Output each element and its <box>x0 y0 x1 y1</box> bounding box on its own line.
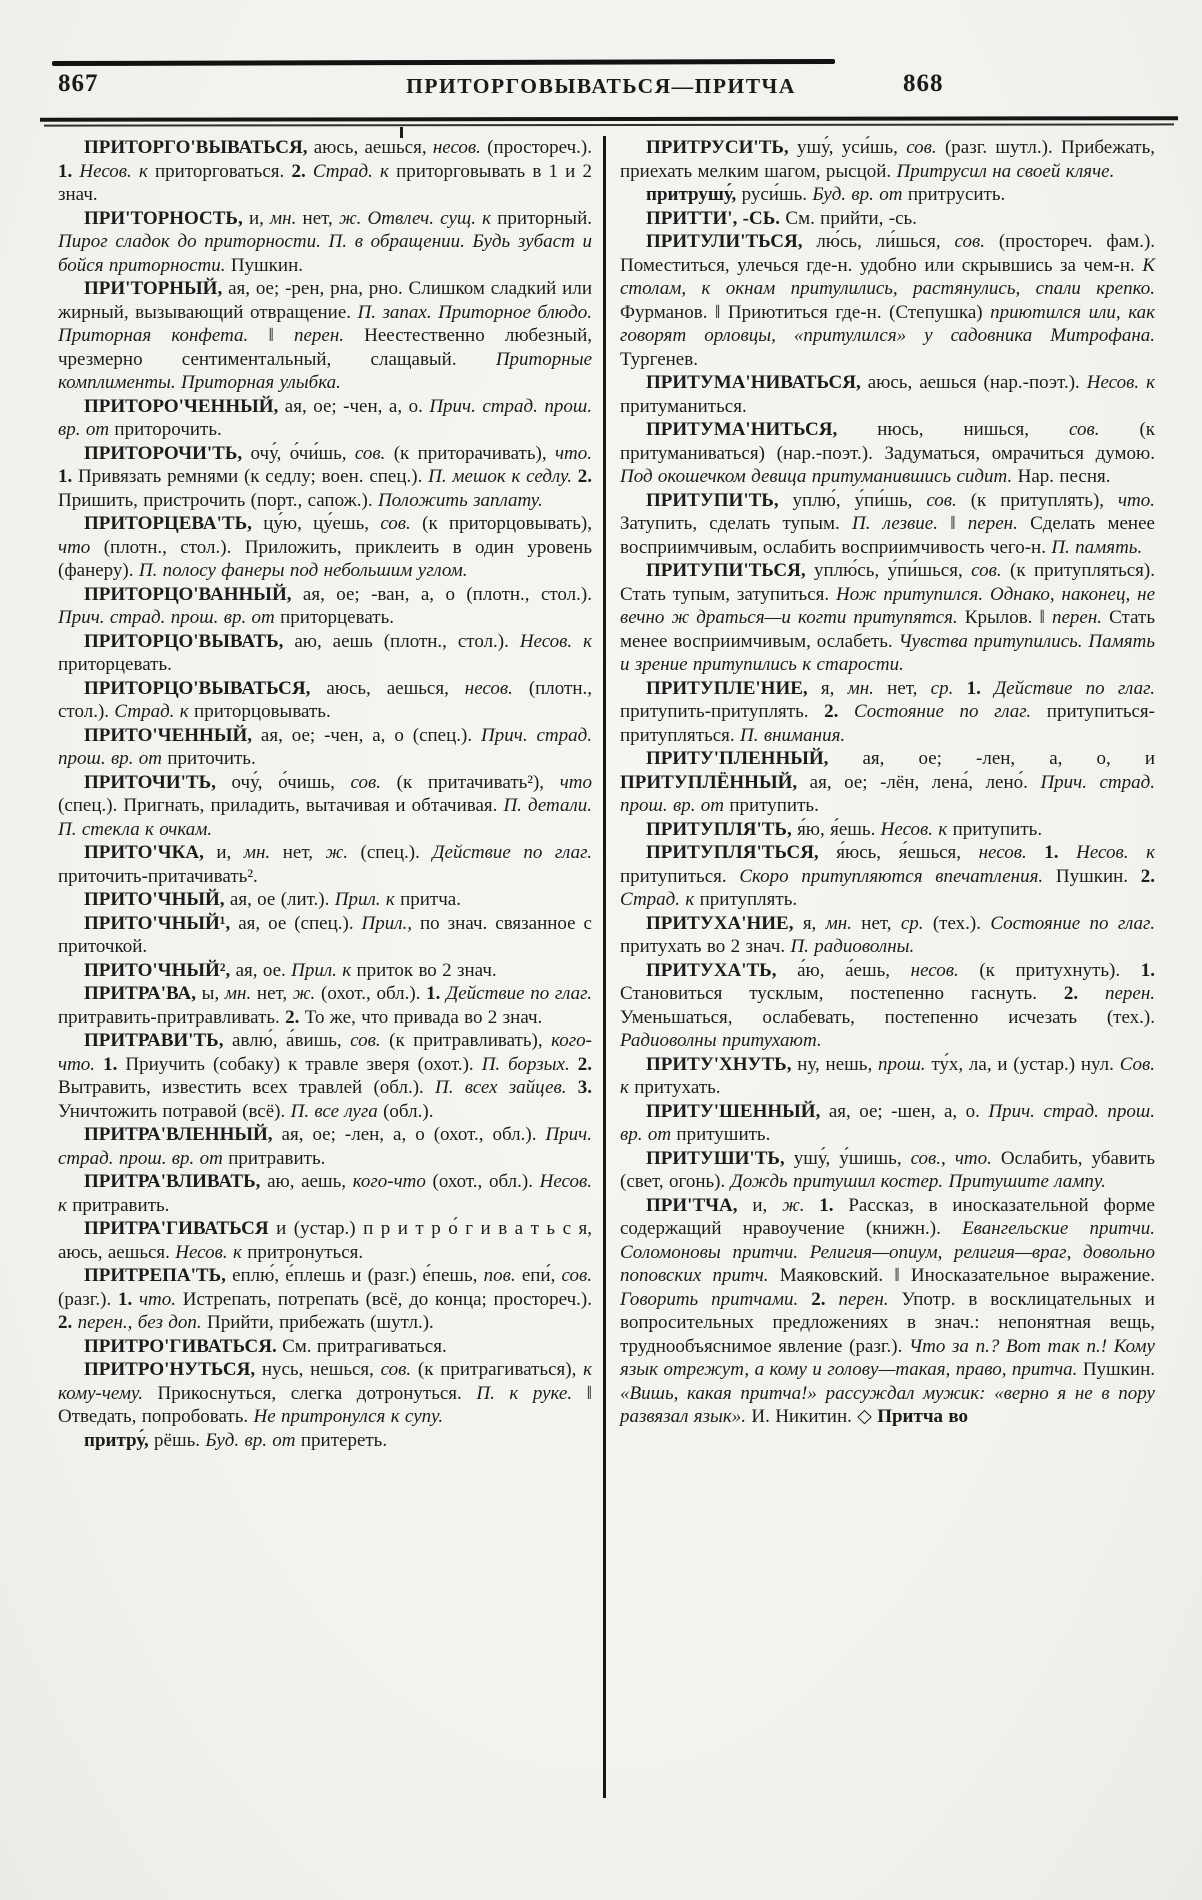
dictionary-entry-pritochny-1: ПРИТО'ЧНЫЙ¹, ая, ое (спец.). Прил., по знач. связанное с приточкой. <box>58 912 592 957</box>
dictionary-entry-pritochenny: ПРИТО'ЧЕННЫЙ, ая, ое; -чен, а, о (спец.). Прич. страд. прош. вр. от приточить. <box>58 724 592 769</box>
dictionary-entry-pritrushu: притрушу́, руси́шь. Буд. вр. от притрусить. <box>646 184 1006 205</box>
dictionary-entry-prituplyat: ПРИТУПЛЯ'ТЬ, я́ю, я́ешь. Несов. к притупить. <box>646 818 1043 840</box>
dictionary-entry-pritochit: ПРИТОЧИ'ТЬ, очу́, о́чишь, сов. (к притачивать²), что (спец.). Пригнать, приладить, вытачивая и обтачивая. П. детали. П. стекла к очкам. <box>58 771 593 840</box>
scan-artifact-top <box>52 59 835 66</box>
dictionary-entry-prituplenie: ПРИТУПЛЕ'НИЕ, я, мн. нет, ср. 1. Действие по глаг. притупить-притуплять. 2. Состояние по глаг. притупиться-притупляться. П. внимания. <box>620 677 1155 746</box>
dictionary-entry-prituplyatsya: ПРИТУПЛЯ'ТЬСЯ, я́юсь, я́ешься, несов. 1. Несов. к притупиться. Скоро притупляются впечатления. Пушкин. 2. Страд. к притуплять. <box>620 842 1155 910</box>
dictionary-entry-pritochka: ПРИТО'ЧКА, и, мн. нет, ж. (спец.). Действие по глаг. приточить-притачивать². <box>58 842 592 887</box>
dictionary-entry-pritushit: ПРИТУШИ'ТЬ, ушу́, у́шишь, сов., что. Ослабить, убавить (свет, огонь). Дождь притушил костер. Притушите лампу. <box>620 1147 1155 1192</box>
dictionary-entry-prituplenny: ПРИТУ'ПЛЕННЫЙ, ая, ое; -лен, а, о, и ПРИТУПЛЁННЫЙ, ая, ое; -лён, лена́, лено́. Прич. страд. прош. вр. от притупить. <box>620 748 1156 816</box>
dictionary-entry-pritortsevat: ПРИТОРЦЕВА'ТЬ, цу́ю, цу́ешь, сов. (к приторцовывать), что (плотн., стол.). Приложить, приклеить в один уровень (фанеру). П. полосу фанеры под небольшим углом. <box>58 513 592 581</box>
dictionary-entry-prituhat: ПРИТУХА'ТЬ, а́ю, а́ешь, несов. (к притухнуть). 1. Становиться тусклым, постепенно гаснуть. 2. перен. Уменьшаться, ослабевать, постепенно исчезать (тех.). Радиоволны притухают. <box>620 959 1155 1051</box>
dictionary-entry-pritortsovyvatsya: ПРИТОРЦО'ВЫВАТЬСЯ, аюсь, аешься, несов. (плотн., стол.). Страд. к приторцовывать. <box>58 677 593 722</box>
dictionary-entry-pritravlivat: ПРИТРА'ВЛИВАТЬ, аю, аешь, кого-что (охот., обл.). Несов. к притравить. <box>58 1171 592 1216</box>
header-rule-thick <box>40 116 1178 122</box>
dictionary-entry-pritupit: ПРИТУПИ'ТЬ, уплю́, у́пи́шь, сов. (к притуплять), что. Затупить, сделать тупым. П. лезвие. ‖ перен. Сделать менее восприимчивым, ослабить восприимчивость чего-н. П. память. <box>620 489 1155 558</box>
dictionary-entry-pritrava: ПРИТРА'ВА, ы, мн. нет, ж. (охот., обл.). 1. Действие по глаг. притравить-притравливать. 2. То же, что привада во 2 знач. <box>58 983 593 1028</box>
dictionary-entry-pritorny: ПРИ'ТОРНЫЙ, ая, ое; -рен, рна, рно. Слишком сладкий или жирный, вызывающий отвращение. П. запах. Приторное блюдо. Приторная конфета. ‖ перен. Неестественно любезный, чрезмерно сентиментальный, слащавый. Приторные комплименты. Приторная улыбка. <box>58 278 593 393</box>
dictionary-entry-pritrogivatsya: ПРИТРО'ГИВАТЬСЯ. См. притрагиваться. <box>84 1335 447 1357</box>
dictionary-entry-prituhnut: ПРИТУ'ХНУТЬ, ну, нешь, прош. ту́х, ла, и (устар.) нул. Сов. к притухать. <box>620 1053 1155 1098</box>
dictionary-entry-pritupitsya: ПРИТУПИ'ТЬСЯ, уплю́сь, у́пи́шься, сов. (к притупляться). Стать тупым, затупиться. Нож притупился. Однако, наконец, не вечно ж драться—и когти притупятся. Крылов. ‖ перен. Стать менее восприимчивым, ослабеть. Чувства притупились. Память и зрение притупились к старости. <box>620 560 1156 675</box>
right-column <box>620 136 1155 1429</box>
left-column <box>58 136 592 1452</box>
header-rule-thin <box>44 123 1174 126</box>
left-page-number: 867 <box>58 70 99 97</box>
dictionary-entry-pritorgovyvatsya: ПРИТОРГО'ВЫВАТЬСЯ, аюсь, аешься, несов. (простореч.). 1. Несов. к приторговаться. 2. Страд. к приторговывать в 1 и 2 знач. <box>58 137 592 205</box>
dictionary-entry-pritravit: ПРИТРАВИ'ТЬ, авлю́, а́вишь, сов. (к притравливать), кого-что. 1. Приучить (собаку) к травле зверя (охот.). П. борзых. 2. Вытравить, известить всех травлей (обл.). П. всех зайцев. 3. Уничтожить потравой (всё). П. все луга (обл.). <box>58 1030 592 1122</box>
dictionary-entry-pritravlenny: ПРИТРА'ВЛЕННЫЙ, ая, ое; -лен, а, о (охот., обл.). Прич. страд. прош. вр. от притравить. <box>58 1124 592 1169</box>
dictionary-entry-pritushenny: ПРИТУ'ШЕННЫЙ, ая, ое; -шен, а, о. Прич. страд. прош. вр. от притушить. <box>620 1100 1155 1145</box>
right-page-number: 868 <box>903 70 944 97</box>
dictionary-entry-pritragivatsya: ПРИТРА'ГИВАТЬСЯ и (устар.) п р и т р о́ г и в а т ь с я, аюсь, аешься. Несов. к притронуться. <box>58 1218 592 1263</box>
dictionary-entry-pritortsovanny: ПРИТОРЦО'ВАННЫЙ, ая, ое; -ван, а, о (плотн., стол.). Прич. страд. прош. вр. от приторцевать. <box>58 583 592 628</box>
dictionary-entry-pritti: ПРИТТИ', -СЬ. См. прийти, -сь. <box>646 207 917 229</box>
dictionary-entry-pritrusit: ПРИТРУСИ'ТЬ, ушу́, уси́шь, сов. (разг. шутл.). Прибежать, приехать мелким шагом, рысцой. Притрусил на своей кляче. <box>620 137 1156 182</box>
dictionary-entry-pritulitsya: ПРИТУЛИ'ТЬСЯ, лю́сь, ли́шься, сов. (простореч. фам.). Поместиться, улечься где-н. удобно или скрывшись за чем-н. К столам, к окнам притулились, растянулись, спали крепко. Фурманов. ‖ Приютиться где-н. (Степушка) приютился или, как говорят орловцы, «притулился» у садовника Митрофана. Тургенев. <box>620 231 1156 370</box>
text-columns <box>58 136 1155 1798</box>
dictionary-entry-pritortsovyvat: ПРИТОРЦО'ВЫВАТЬ, аю, аешь (плотн., стол.). Несов. к приторцевать. <box>58 630 592 675</box>
dictionary-entry-pritronutsya: ПРИТРО'НУТЬСЯ, нусь, нешься, сов. (к притрагиваться), к кому-чему. Прикоснуться, слегка дотронуться. П. к руке. ‖ Отведать, попробовать. Не притронулся к супу. <box>58 1359 593 1427</box>
dictionary-entry-pritochny-lit: ПРИТО'ЧНЫЙ, ая, ое (лит.). Прил. к притча. <box>84 889 461 910</box>
dictionary-entry-pritochny-2: ПРИТО'ЧНЫЙ², ая, ое. Прил. к приток во 2 знач. <box>84 959 497 981</box>
dictionary-entry-pritru: притру́, рёшь. Буд. вр. от притереть. <box>84 1429 388 1451</box>
dictionary-entry-prituhanie: ПРИТУХА'НИЕ, я, мн. нет, ср. (тех.). Состояние по глаг. притухать во 2 знач. П. радиоволны. <box>620 912 1155 957</box>
running-head: ПРИТОРГОВЫВАТЬСЯ—ПРИТЧА <box>406 74 796 98</box>
dictionary-entry-pritcha: ПРИ'ТЧА, и, ж. 1. Рассказ, в иносказательной форме содержащий нравоучение (книжн.). Евангельские притчи. Соломоновы притчи. Религия—опиум, религия—враг, довольно поповских притч. Маяковский. ‖ Иносказательное выражение. Говорить притчами. 2. перен. Употр. в восклицательных и вопросительных предложениях в знач.: непонятная вещь, труднообъяснимое явление (разг.). Что за п.? Вот так п.! Кому язык отрежут, а кому и голову—такая, право, притча. Пушкин. «Вишь, какая притча!» рассуждал мужик: «верно я не в пору развязал язык». И. Никитин. ◇ Притча во <box>620 1194 1156 1427</box>
dictionary-entry-pritumanivatsya: ПРИТУМА'НИВАТЬСЯ, аюсь, аешься (нар.-поэт.). Несов. к притуманиться. <box>620 372 1155 417</box>
dictionary-entry-pritrepat: ПРИТРЕПА'ТЬ, еплю́, е́плешь и (разг.) е́пешь, пов. епи́, сов. (разг.). 1. что. Истрепать, потрепать (всё, до конца; простореч.). 2. перен., без доп. Прийти, прибежать (шутл.). <box>58 1265 593 1333</box>
dictionary-entry-pritumanitsya: ПРИТУМА'НИТЬСЯ, нюсь, нишься, сов. (к притуманиваться) (нар.-поэт.). Задуматься, омрачиться думою. Под окошечком девица притуманившись сидит. Нар. песня. <box>620 419 1156 487</box>
dictionary-entry-pritornost: ПРИ'ТОРНОСТЬ, и, мн. нет, ж. Отвлеч. сущ. к приторный. Пирог сладок до приторности. П. в обращении. Будь зубаст и бойся приторности. Пушкин. <box>58 207 592 276</box>
column-divider <box>603 136 606 1798</box>
dictionary-entry-pritorochenny: ПРИТОРО'ЧЕННЫЙ, ая, ое; -чен, а, о. Прич. страд. прош. вр. от приторочить. <box>58 395 592 440</box>
dictionary-entry-pritorochit: ПРИТОРОЧИ'ТЬ, очу́, о́чи́шь, сов. (к приторачивать), что. 1. Привязать ремнями (к седлу; воен. спец.). П. мешок к седлу. 2. Пришить, пристрочить (порт., сапож.). Положить заплату. <box>58 442 592 511</box>
